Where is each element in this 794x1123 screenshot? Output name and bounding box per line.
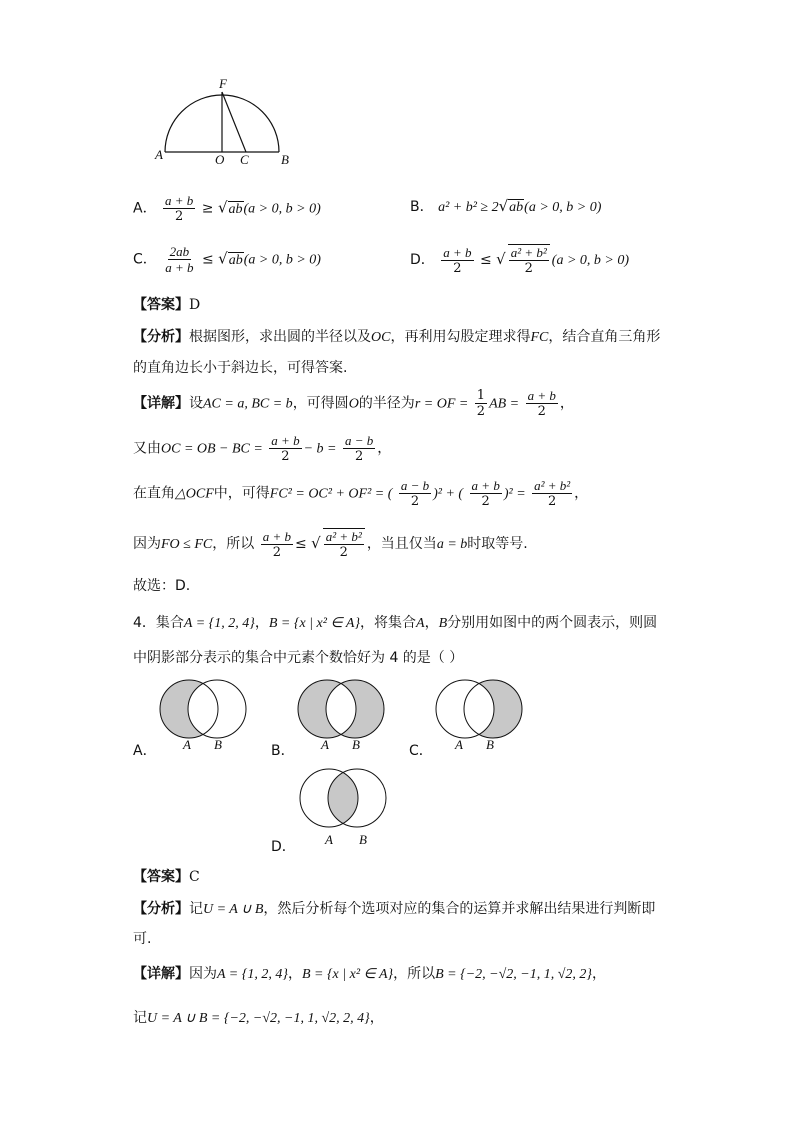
figure-label-b: B xyxy=(281,152,289,167)
venn-a-left: A xyxy=(183,737,191,752)
venn-b-left: A xyxy=(321,737,329,752)
q3-detail-line2: 又由OC = OB − BC = $\frac{a + b}{2}$ − b = $\frac{a - b}{2}$ ， xyxy=(133,433,392,464)
q4-analysis-line2: 可. xyxy=(133,931,152,947)
q3-option-d: D． $\frac{a + b}{2}$ ≤ √ $\frac{\text{a² + b²}}{2}$ (a > 0, b > 0) xyxy=(410,244,630,276)
venn-c-left: A xyxy=(455,737,463,752)
figure-label-a: A xyxy=(155,147,163,162)
venn-c-right: B xyxy=(486,737,494,752)
q4-stem-line2: 中阴影部分表示的集合中元素个数恰好为 4 的是（ ） xyxy=(133,650,464,666)
q4-detail-line2: 记U = A ∪ B = {−2, −√2, −1, 1, √2, 2, 4}， xyxy=(133,1010,384,1026)
q3-answer: 【答案】D xyxy=(133,297,201,313)
figure-label-o: O xyxy=(215,152,225,167)
q4-answer: 【答案】C xyxy=(133,869,200,885)
venn-c xyxy=(434,678,526,740)
q3-option-c: C． $\frac{2ab}{a + b}$ ≤ √ab(a > 0, b > 0) xyxy=(133,244,321,275)
q3-detail-line1: 【详解】设AC = a, BC = b，可得圆O的半径为r = OF = $\frac{1}{2}$ AB = $\frac{a + b}{2}$ ， xyxy=(133,388,574,419)
q3-detail-line4: 因为FO ≤ FC，所以 $\frac{a + b}{2}$ ≤ √ $\frac{\text{a² + b²}}{2}$ ，当且仅当a = b时取等号. xyxy=(133,528,528,560)
figure-label-c: C xyxy=(240,152,249,167)
venn-d-right: B xyxy=(359,832,367,847)
q3-analysis-line1: 【分析】根据图形，求出圆的半径以及OC，再利用勾股定理求得FC，结合直角三角形 xyxy=(133,329,661,345)
q3-conclusion: 故选：D. xyxy=(133,578,191,594)
venn-b-right: B xyxy=(352,737,360,752)
venn-c-label: C． xyxy=(409,743,433,759)
q3-detail-line3: 在直角△OCF中，可得FC² = OC² + OF² = ( $\frac{a - b}{2}$ )² + ( $\frac{a + b}{2}$ )² = $\frac{\text{a² + b²}}{2}$ ， xyxy=(133,478,589,509)
q3-analysis-line2: 的直角边长小于斜边长，可得答案. xyxy=(133,360,348,376)
venn-b-label: B． xyxy=(271,743,295,759)
figure-label-f: F xyxy=(219,76,227,91)
q4-detail-line1: 【详解】因为A = {1, 2, 4}，B = {x | x² ∈ A}，所以B = {−2, −√2, −1, 1, √2, 2}， xyxy=(133,966,607,982)
venn-d-label: D． xyxy=(271,839,296,855)
venn-a xyxy=(158,678,250,740)
q3-option-a: A． $\frac{a + b}{2}$ ≥ √ab(a > 0, b > 0) xyxy=(133,193,321,224)
venn-b xyxy=(296,678,388,740)
q4-analysis-line1: 【分析】记U = A ∪ B，然后分析每个选项对应的集合的运算并求解出结果进行判断即 xyxy=(133,901,656,917)
q3-option-b: B． a² + b² ≥ 2√ab(a > 0, b > 0) xyxy=(410,197,602,215)
venn-d xyxy=(298,767,390,829)
venn-a-right: B xyxy=(214,737,222,752)
q4-stem-line1: 4．集合A = {1, 2, 4}，B = {x | x² ∈ A}，将集合A，B分别用如图中的两个圆表示，则圆 xyxy=(133,615,658,631)
venn-d-left: A xyxy=(325,832,333,847)
venn-a-label: A． xyxy=(133,743,157,759)
